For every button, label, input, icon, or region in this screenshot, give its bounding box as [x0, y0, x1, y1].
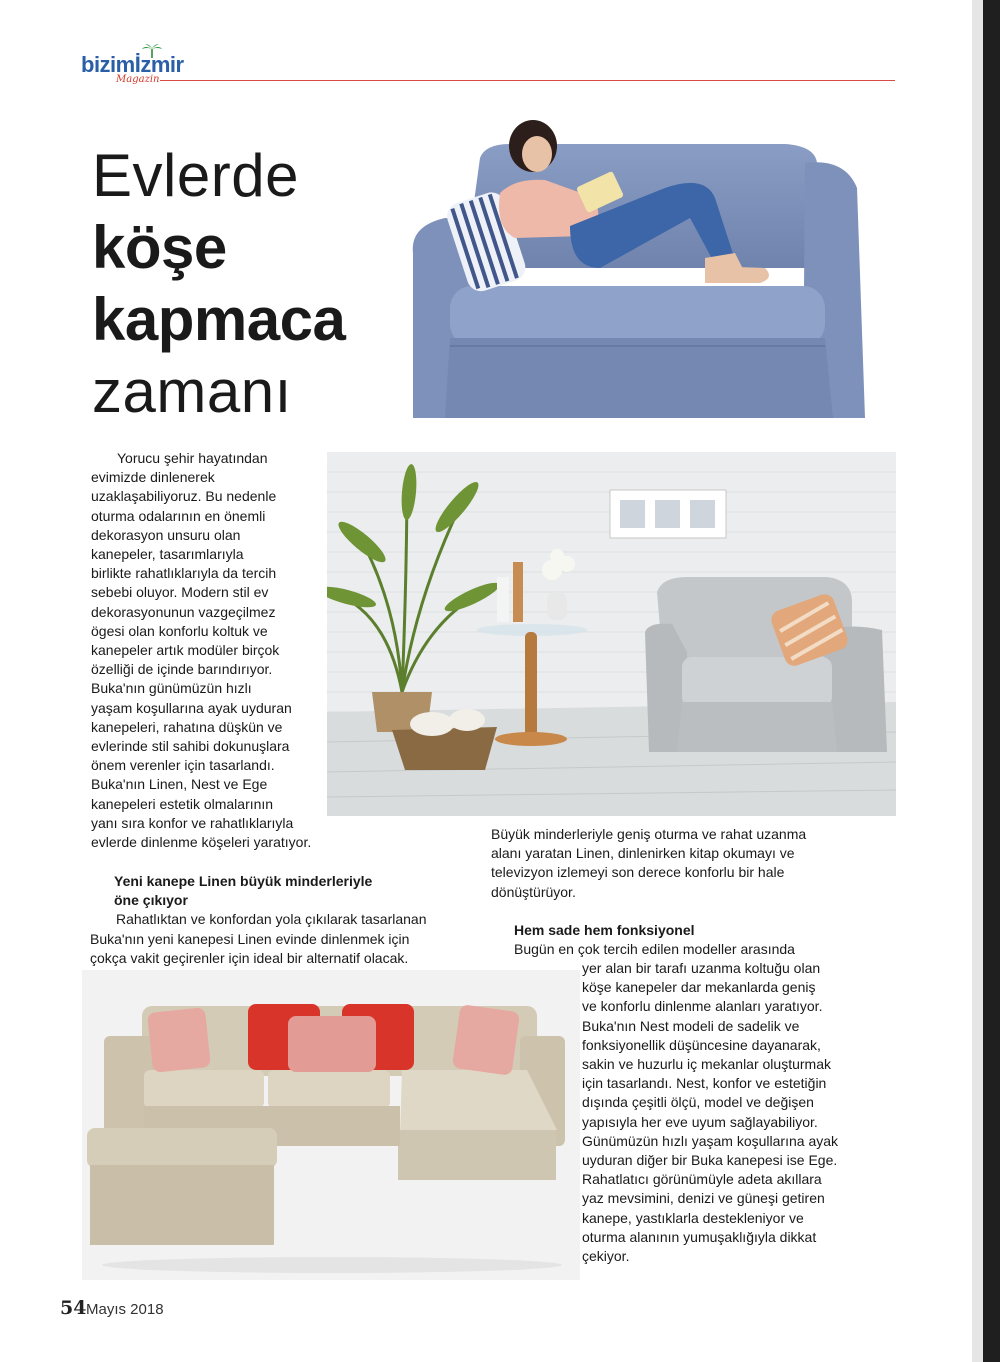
text-line: oturma odalarının en önemli [91, 507, 266, 524]
text-line: Rahatlıktan ve konfordan yola çıkılarak tasarlanan [116, 911, 427, 928]
section-linen-heading-1: Yeni kanepe Linen büyük minderleriyle [114, 873, 373, 889]
text-line: Buka'nın günümüzün hızlı [91, 680, 252, 697]
text-line: sebebi oluyor. Modern stil ev [91, 584, 269, 601]
text-line: kanepe, yastıklarla destekleniyor ve [582, 1209, 804, 1226]
text-line: Buka'nın Linen, Nest ve Ege [91, 776, 268, 793]
text-line: birlikte rahatlıklarıyla da tercih [91, 565, 277, 582]
text-line: oturma alanının yumuşaklığıyla dikkat [582, 1228, 817, 1245]
text-line: alanı yaratan Linen, dinlenirken kitap okumayı ve [491, 845, 795, 862]
text-line: yaz mevsimini, denizi ve güneşi getiren [582, 1190, 825, 1207]
text-line: fonksiyonellik düşüncesine dayanarak, [582, 1036, 821, 1053]
text-line: kanepeler artık modüler birçok [91, 642, 280, 659]
text-line: için tasarlandı. Nest, konfor ve estetiğin [582, 1075, 827, 1092]
text-line: yaşam koşullarına ayak uyduran [91, 699, 292, 716]
page-edge [983, 0, 1000, 1362]
text-line: çokça vakit geçirenler için ideal bir alternatif olacak. [90, 949, 409, 966]
text-line: Rahatlatıcı görünümüyle adeta akıllara [582, 1171, 822, 1188]
photo-beige-corner-sofa [82, 970, 580, 1280]
text-line: kanepeleri estetik olmalarının [91, 795, 274, 812]
text-line: evimizde dinlenerek [91, 469, 215, 486]
linen-paragraph [491, 825, 891, 902]
text-line: ve konforlu dinlenme alanları yaratıyor. [582, 998, 823, 1015]
text-line: kanepeleri, rahatına düşkün ve [91, 718, 283, 735]
brand-subtitle: Magazin [116, 74, 160, 85]
photo-blue-sofa-woman-reading [405, 118, 875, 430]
text-line: Günümüzün hızlı yaşam koşullarına ayak [582, 1132, 839, 1149]
section-nest-body [582, 959, 882, 1266]
section-nest-first-line: Bugün en çok tercih edilen modeller arasında [514, 941, 795, 958]
section-linen [90, 872, 470, 968]
section-linen-heading-2: öne çıkıyor [114, 892, 188, 909]
text-line: dekorasyonunun vazgeçilmez [91, 603, 276, 620]
text-line: Buka'nın Nest modeli de sadelik ve [582, 1017, 800, 1034]
text-line: dışında çeşitli ölçü, model ve değişen [582, 1094, 814, 1111]
text-line: Yorucu şehir hayatından [117, 450, 268, 466]
text-line: sakin ve huzurlu iç mekanlar oluşturmak [582, 1056, 831, 1073]
headline-line-4: zamanı [92, 358, 292, 425]
text-line: uzaklaşabiliyoruz. Bu nedenle [91, 488, 277, 505]
text-line: uyduran diğer bir Buka kanepesi ise Ege. [582, 1152, 838, 1169]
text-line: yer alan bir tarafı uzanma koltuğu olan [582, 960, 821, 976]
text-line: kanepeler, tasarımlarıyla [91, 546, 244, 563]
intro-paragraph [91, 449, 341, 852]
page-edge-shadow [972, 0, 983, 1362]
section-nest-ege [514, 921, 894, 959]
headline [92, 140, 422, 428]
text-line: önem verenler için tasarlandı. [91, 757, 275, 774]
header-rule [160, 80, 895, 81]
text-line: televizyon izlemeyi son derece konforlu bir hale [491, 864, 785, 881]
text-line: Büyük minderleriyle geniş oturma ve rahat uzanma [491, 826, 807, 842]
text-line: dekorasyon unsuru olan [91, 526, 241, 543]
page-number: 54 [60, 1297, 87, 1319]
text-line: dönüştürüyor. [491, 883, 576, 900]
text-line: yapısıyla her eve uyum sağlayabiliyor. [582, 1113, 818, 1130]
section-nest-heading: Hem sade hem fonksiyonel [514, 922, 695, 938]
text-line: evlerde dinlenme köşeleri yaratıyor. [91, 834, 312, 851]
headline-line-2: köşe [92, 214, 227, 281]
text-line: özelliği de içinde barındırıyor. [91, 661, 273, 678]
headline-line-3: kapmaca [92, 286, 346, 353]
text-line: ögesi olan konforlu koltuk ve [91, 622, 268, 639]
text-line: evlerinde stil sahibi dokunuşlara [91, 738, 290, 755]
photo-grey-armchair-room [327, 452, 896, 816]
text-line: yanı sıra konfor ve rahatlıklarıyla [91, 814, 294, 831]
text-line: köşe kanepeler dar mekanlarda geniş [582, 979, 816, 996]
brand-logo[interactable] [81, 50, 221, 90]
headline-line-1: Evlerde [92, 142, 299, 209]
issue-date: Mayıs 2018 [86, 1301, 164, 1318]
brand-name: bizimİzmir [81, 52, 184, 77]
text-line: çekiyor. [582, 1248, 630, 1265]
text-line: Buka'nın yeni kanepesi Linen evinde dinlenmek için [90, 930, 410, 947]
